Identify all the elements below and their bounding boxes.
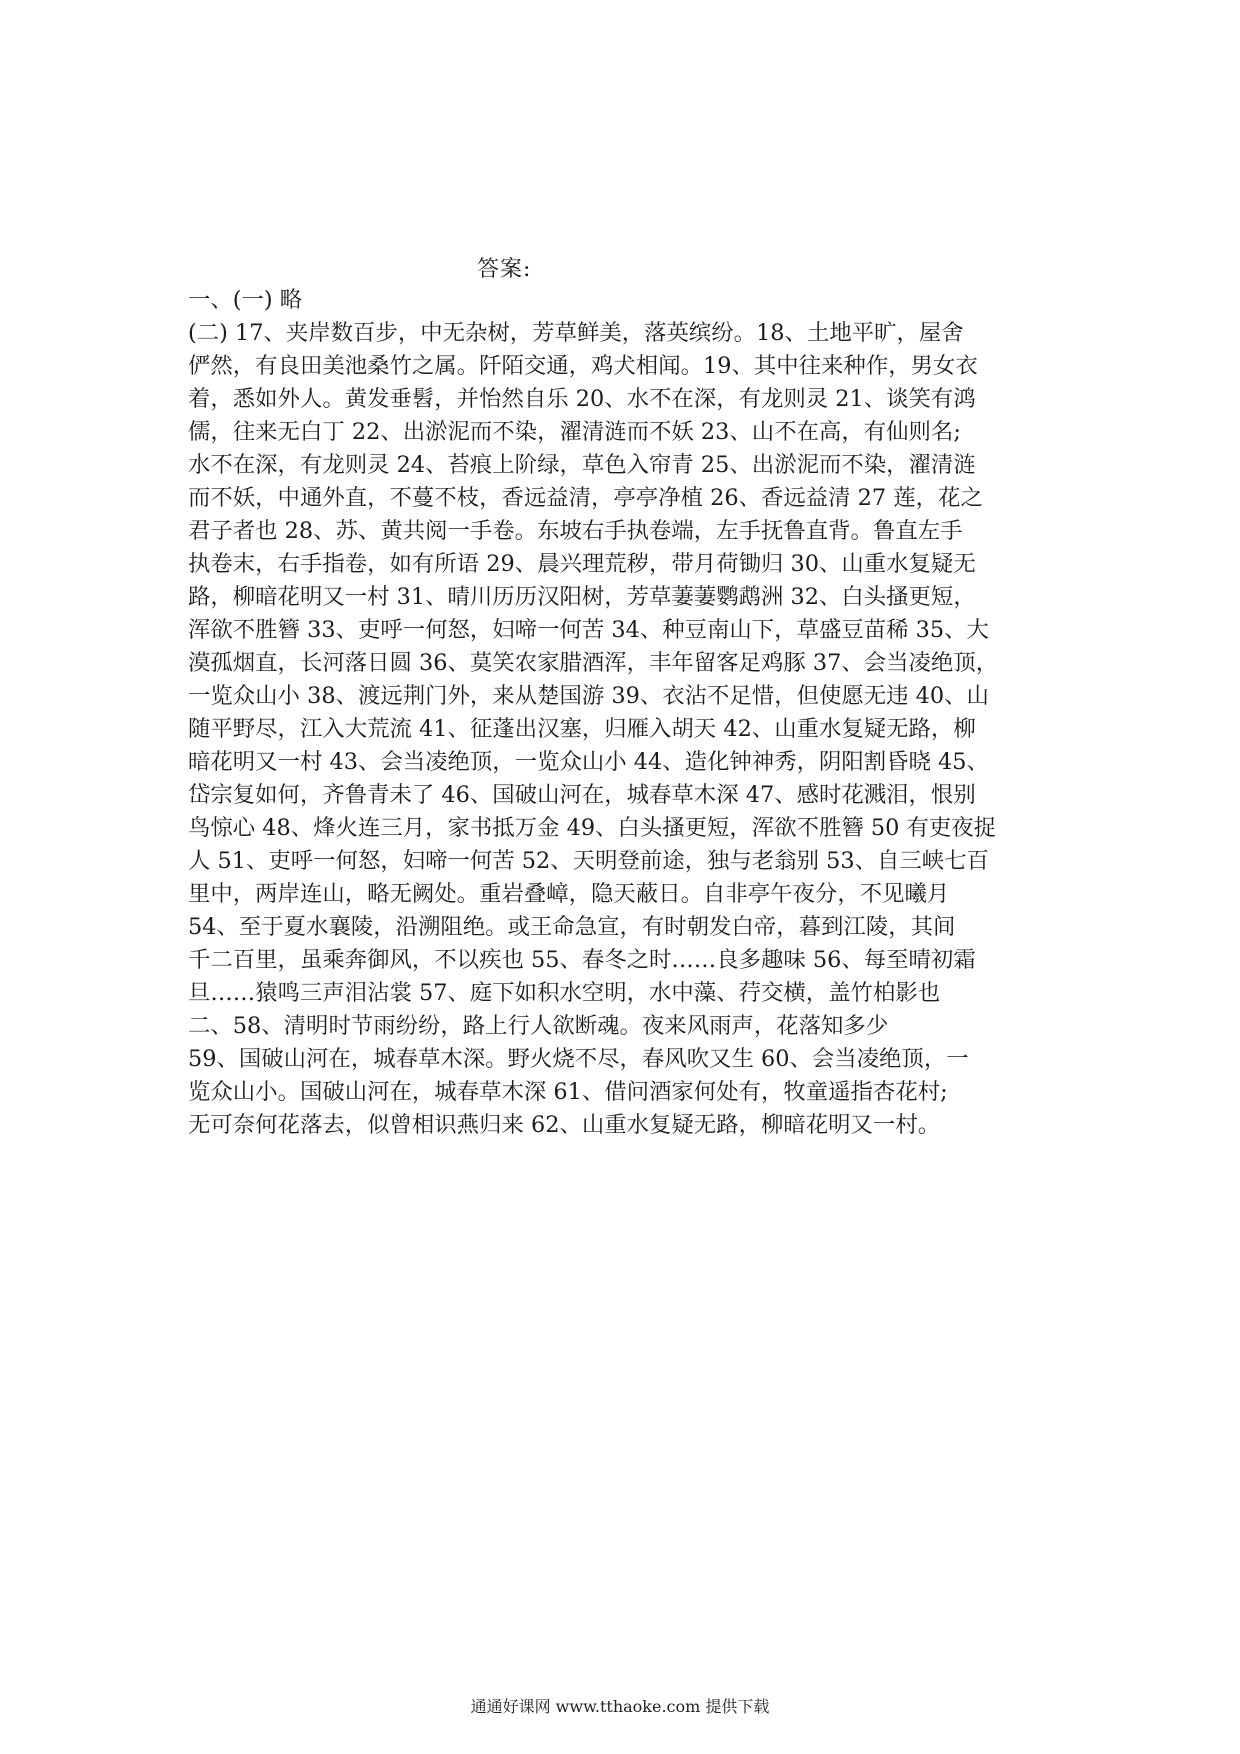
text-line: 浑欲不胜簪 33、吏呼一何怒，妇啼一何苦 34、种豆南山下，草盛豆苗稀 35、大 [188,617,989,643]
text-line: 54、至于夏水襄陵，沿溯阻绝。或王命急宣，有时朝发白帝，暮到江陵，其间 [188,914,956,940]
text-line: 岱宗复如何，齐鲁青未了 46、国破山河在，城春草木深 47、感时花溅泪，恨别 [188,782,976,808]
answer-heading: 答案: [477,257,532,282]
text-line: 暗花明又一村 43、会当凌绝顶，一览众山小 44、造化钟神秀，阴阳割昏晓 45、 [188,749,989,775]
text-line: 路，柳暗花明又一村 31、晴川历历汉阳树，芳草萋萋鹦鹉洲 32、白头搔更短， [188,584,976,610]
footer-credit: 通通好课网 www.tthaoke.com 提供下载 [470,1697,770,1716]
text-line: 里中，两岸连山，略无阙处。重岩叠嶂，隐天蔽日。自非亭午夜分，不见曦月 [188,881,950,907]
text-line: (二) 17、夹岸数百步，中无杂树，芳草鲜美，落英缤纷。18、土地平旷，屋舍 [188,320,964,346]
text-line: 而不妖，中通外直，不蔓不枝，香远益清，亭亭净植 26、香远益清 27 莲，花之 [188,485,983,511]
text-line: 人 51、吏呼一何怒，妇啼一何苦 52、天明登前途，独与老翁别 53、自三峡七百 [188,848,989,874]
text-line: 览众山小。国破山河在，城春草木深 61、借问酒家何处有，牧童遥指杏花村; [188,1079,948,1105]
text-line: 随平野尽，江入大荒流 41、征蓬出汉塞，归雁入胡天 42、山重水复疑无路，柳 [188,716,976,742]
text-line: 儒，往来无白丁 22、出淤泥而不染，濯清涟而不妖 23、山不在高，有仙则名; [188,419,961,445]
text-line: 二、58、清明时节雨纷纷，路上行人欲断魂。夜来风雨声，花落知多少 [188,1013,889,1039]
text-line: 59、国破山河在，城春草木深。野火烧不尽，春风吹又生 60、会当凌绝顶，一 [188,1046,969,1072]
text-line: 一、(一) 略 [188,287,303,313]
text-line: 水不在深，有龙则灵 24、苔痕上阶绿，草色入帘青 25、出淤泥而不染，濯清涟 [188,452,976,478]
text-line: 鸟惊心 48、烽火连三月，家书抵万金 49、白头搔更短，浑欲不胜簪 50 有吏夜捉 [188,815,997,841]
text-line: 千二百里，虽乘奔御风，不以疾也 55、春冬之时……良多趣味 56、每至晴初霜 [188,947,976,973]
answer-body [188,284,1048,1142]
text-line: 执卷末，右手指卷，如有所语 29、晨兴理荒秽，带月荷锄归 30、山重水复疑无 [188,551,976,577]
text-line: 一览众山小 38、渡远荆门外，来从楚国游 39、衣沾不足惜，但使愿无违 40、山 [188,683,989,709]
text-line: 俨然，有良田美池桑竹之属。阡陌交通，鸡犬相闻。19、其中往来种作，男女衣 [188,353,978,379]
text-line: 着，悉如外人。黄发垂髫，并怡然自乐 20、水不在深，有龙则灵 21、谈笑有鸿 [188,386,976,412]
text-line: 无可奈何花落去，似曾相识燕归来 62、山重水复疑无路，柳暗花明又一村。 [188,1112,941,1138]
text-line: 君子者也 28、苏、黄共阅一手卷。东坡右手执卷端，左手抚鲁直背。鲁直左手 [188,518,963,544]
text-line: 漠孤烟直，长河落日圆 36、莫笑农家腊酒浑，丰年留客足鸡豚 37、会当凌绝顶， [188,650,999,676]
text-line: 旦……猿鸣三声泪沾裳 57、庭下如积水空明，水中藻、荇交横，盖竹柏影也 [188,980,941,1006]
